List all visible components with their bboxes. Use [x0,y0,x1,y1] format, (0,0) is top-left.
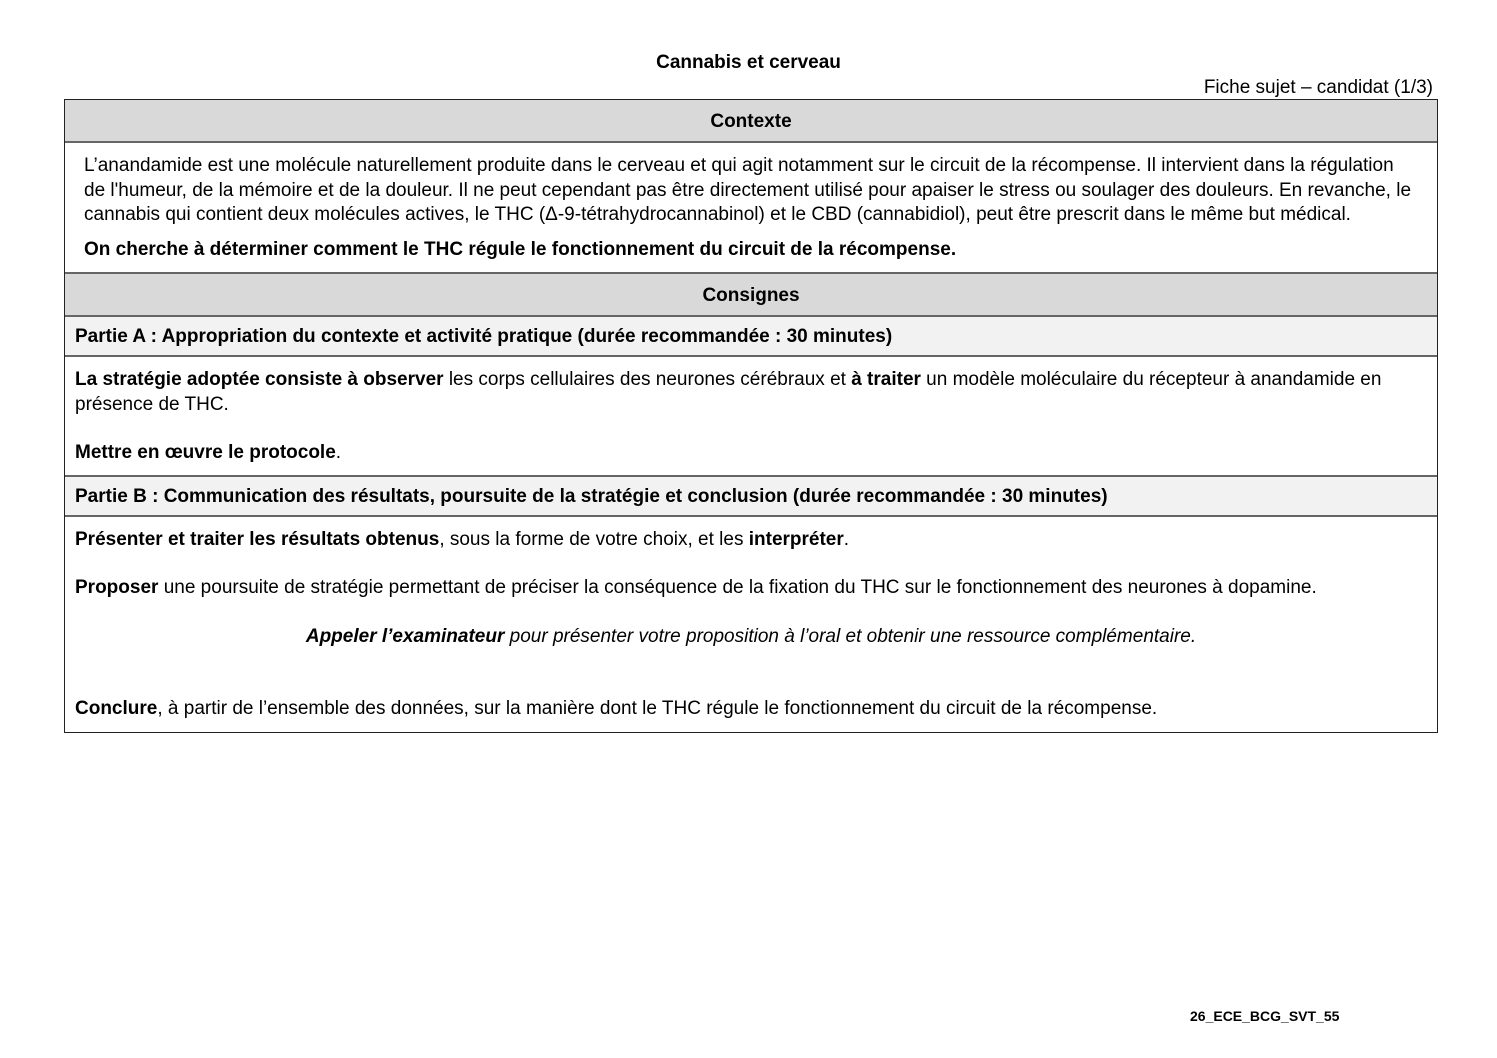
conclude-bold: Conclure [75,698,158,719]
contexte-question: On cherche à déterminer comment le THC régule le fonctionnement du circuit de la récompense. [84,238,957,260]
spacer [75,417,1427,441]
partie-a-protocol [75,441,1427,466]
partie-a-strategy [75,368,1427,417]
strategy-text-2: un modèle moléculaire du récepteur à anandamide en présence de THC. [75,369,1382,415]
partie-b-propose [75,576,1427,601]
call-bold: Appeler l’examinateur [305,625,505,647]
protocol-end: . [335,442,342,463]
partie-a-title: Partie A : Appropriation du contexte et activité pratique (durée recommandée : 30 minutes) [65,317,1437,357]
protocol-bold: Mettre en œuvre le protocole [75,442,336,463]
propose-bold: Proposer [75,577,159,598]
strategy-bold-1: La stratégie adoptée consiste à observer [75,369,444,390]
spacer [75,649,1427,697]
strategy-bold-2: à traiter [851,369,921,390]
propose-text: une poursuite de stratégie permettant de préciser la conséquence de la fixation du THC sur le fonctionnement des neurones à dopamine. [158,577,1317,598]
partie-b-call-examiner [75,625,1427,650]
partie-b-present [75,528,1427,553]
contexte-paragraph: L’anandamide est une molécule naturellement produite dans le cerveau et qui agit notamment sur le circuit de la récompense. Il intervient dans la régulation de l'humeur, de la mémoire et de la douleur. Il ne peut cependant pas être directement utilisé pour apaiser le stress ou soulager des douleurs. En revanche, le cannabis qui contient deux molécules actives, le THC (Δ-9-tétrahydrocannabinol) et le CBD (cannabidiol), peut être prescrit dans le même but médical. [84,155,1412,225]
contexte-header: Contexte [65,100,1437,143]
contexte-body [65,143,1437,274]
footer-code: 26_ECE_BCG_SVT_55 [1190,1008,1340,1024]
subject-sheet-table [64,99,1438,733]
conclude-text: , à partir de l’ensemble des données, sur la manière dont le THC régule le fonctionnement du circuit de la récompense. [157,698,1158,719]
spacer [75,601,1427,625]
present-bold: Présenter et traiter les résultats obtenus [75,528,440,550]
present-bold-2: interpréter [748,528,844,550]
partie-b-title: Partie B : Communication des résultats, poursuite de la stratégie et conclusion (durée recommandée : 30 minutes) [65,477,1437,517]
partie-a-body [65,357,1437,477]
partie-b-body [65,517,1437,732]
present-text: , sous la forme de votre choix, et les [439,528,749,550]
document-title: Cannabis et cerveau [656,52,841,73]
call-text: pour présenter votre proposition à l’oral et obtenir une ressource complémentaire. [504,625,1197,647]
strategy-text-1: les corps cellulaires des neurones cérébraux et [443,369,852,390]
present-end: . [843,528,850,550]
spacer [75,552,1427,576]
consignes-header: Consignes [65,274,1437,317]
document-subtitle: Fiche sujet – candidat (1/3) [1203,77,1433,98]
partie-b-conclude [75,697,1427,722]
